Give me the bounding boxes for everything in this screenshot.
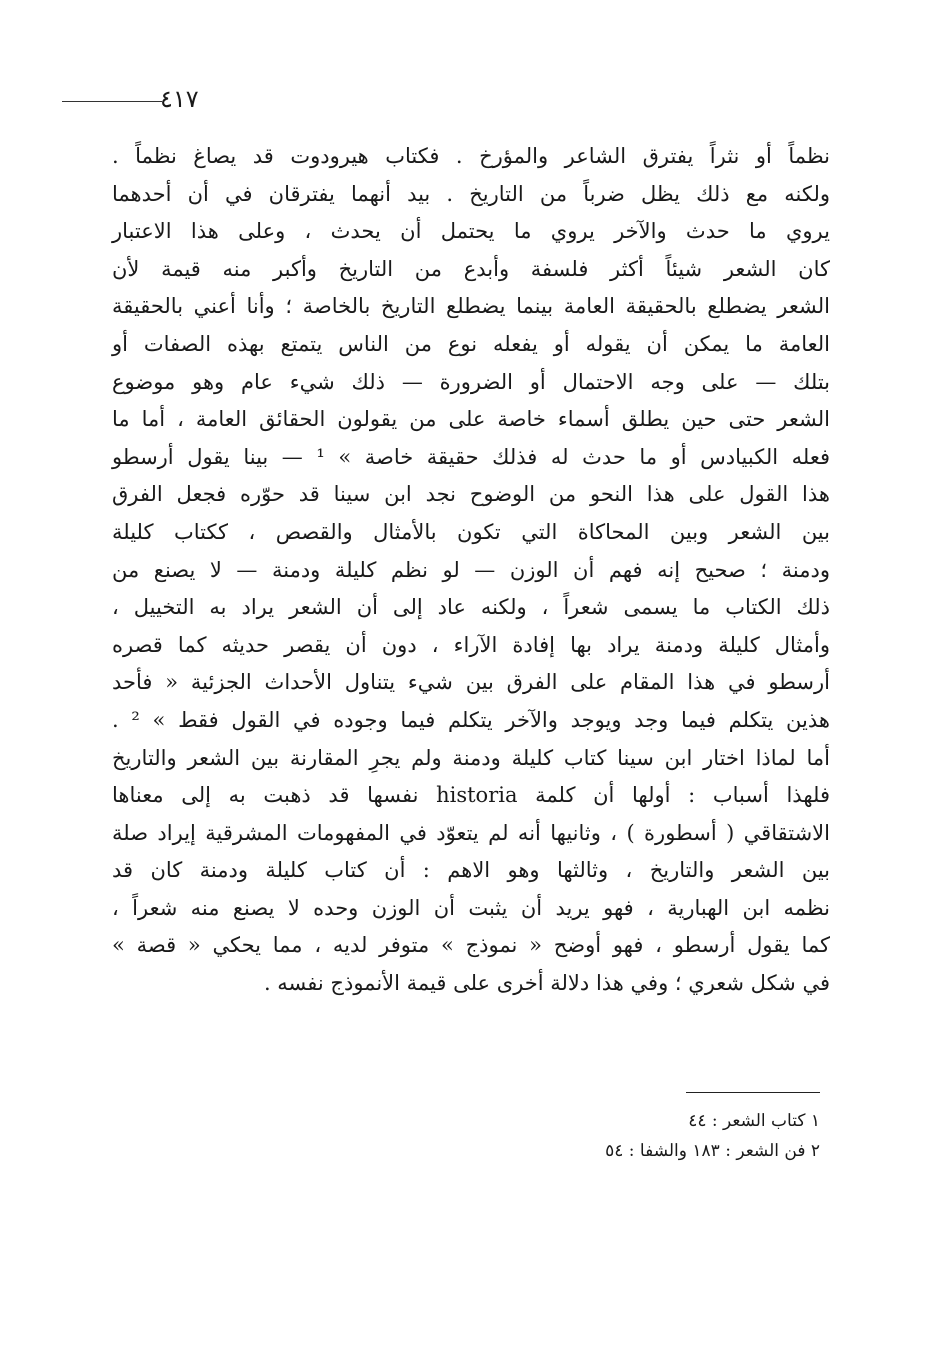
header-rule bbox=[62, 101, 162, 102]
text-line: بتلك — على وجه الاحتمال أو الضرورة — ذلك شيء عام وهو موضوع bbox=[112, 369, 830, 394]
text-line: ذلك الكتاب ما يسمى شعراً ، ولكنه عاد إلى أن الشعر يراد به التخييل ، bbox=[112, 595, 830, 620]
text-line: فلهذا أسباب : أولها أن كلمة historia نفسها قد ذهبت به إلى معناها bbox=[112, 783, 830, 808]
footnote-rule bbox=[686, 1092, 820, 1093]
text-line: هذا القول على هذا النحو من الوضوح نجد ابن سينا قد حوّره فجعل الفرق bbox=[112, 482, 830, 507]
text-line: كما يقول أرسطو ، فهو أوضح « نموذج » متوفر لديه ، مما يحكي « قصة » bbox=[112, 933, 830, 958]
text-line: نظماً أو نثراً يفترق الشاعر والمؤرخ . فكتاب هيرودوت قد يصاغ نظماً . bbox=[112, 144, 830, 168]
text-line: بين الشعر والتاريخ ، وثالثها وهو الاهم : أن كتاب كليلة ودمنة كان قد bbox=[112, 858, 830, 883]
text-line: الاشتقاقي ( أسطورة ) ، وثانيها أنه لم يتعوّد في المفهومات المشرقية إيراد صلة bbox=[112, 820, 830, 845]
text-line: نظمه ابن الهبارية ، فهو يريد أن يثبت أن الوزن وحده لا يصنع منه شعراً ، bbox=[112, 895, 830, 920]
page-number: ٤١٧ bbox=[160, 85, 199, 113]
text-line: بين الشعر وبين المحاكاة التي تكون بالأمثال والقصص ، ككتاب كليلة bbox=[112, 519, 830, 544]
text-line: العامة ما يمكن أن يقوله أو يفعله نوع من الناس يتمتع بهذه الصفات أو bbox=[112, 331, 830, 356]
text-line: وأمثال كليلة ودمنة يراد بها إفادة الآراء ، دون أن يقصر حديثه كما قصره bbox=[112, 632, 830, 657]
text-line: أرسطو في هذا المقام على الفرق بين شيء يتناول الأحداث الجزئية « فأحد bbox=[112, 670, 830, 695]
body-text bbox=[112, 138, 830, 1003]
footnotes bbox=[420, 1106, 820, 1166]
footnote: ٢ فن الشعر : ١٨٣ والشفا : ٥٤ bbox=[605, 1141, 820, 1161]
text-line: ودمنة ؛ صحيح إنه فهم أن الوزن — لو نظم كليلة ودمنة — لا يصنع من bbox=[112, 557, 830, 582]
text-line: الشعر حتى حين يطلق أسماء خاصة على من يقولون الحقائق العامة ، أما ما bbox=[112, 407, 830, 432]
text-line: يروي ما حدث والآخر يروي ما يحتمل أن يحدث ، وعلى هذا الاعتبار bbox=[112, 219, 830, 244]
footnote: ١ كتاب الشعر : ٤٤ bbox=[688, 1111, 820, 1131]
text-line: كان الشعر شيئاً أكثر فلسفة وأبدع من التاريخ وأكبر منه قيمة لأن bbox=[112, 256, 830, 281]
text-line: هذين يتكلم فيما وجد ويوجد والآخر يتكلم فيما وجوده في القول فقط » ² . bbox=[112, 707, 830, 732]
text-line: فعله الكبيادس أو ما حدث له فذلك حقيقة خاصة » ¹ — بينا يقول أرسطو bbox=[112, 444, 830, 469]
text-line: ولكنه مع ذلك يظل ضرباً من التاريخ . بيد أنهما يفترقان في أن أحدهما bbox=[112, 181, 830, 206]
text-line: في شكل شعري ؛ وفي هذا دلالة أخرى على قيمة الأنموذج نفسه . bbox=[263, 971, 830, 996]
text-line: أما لماذا اختار ابن سينا كتاب كليلة ودمنة ولم يجرِ المقارنة بين الشعر والتاريخ bbox=[112, 745, 830, 770]
text-line: الشعر يضطلع بالحقيقة العامة بينما يضطلع التاريخ بالخاصة ؛ وأنا أعني بالحقيقة bbox=[112, 294, 830, 319]
